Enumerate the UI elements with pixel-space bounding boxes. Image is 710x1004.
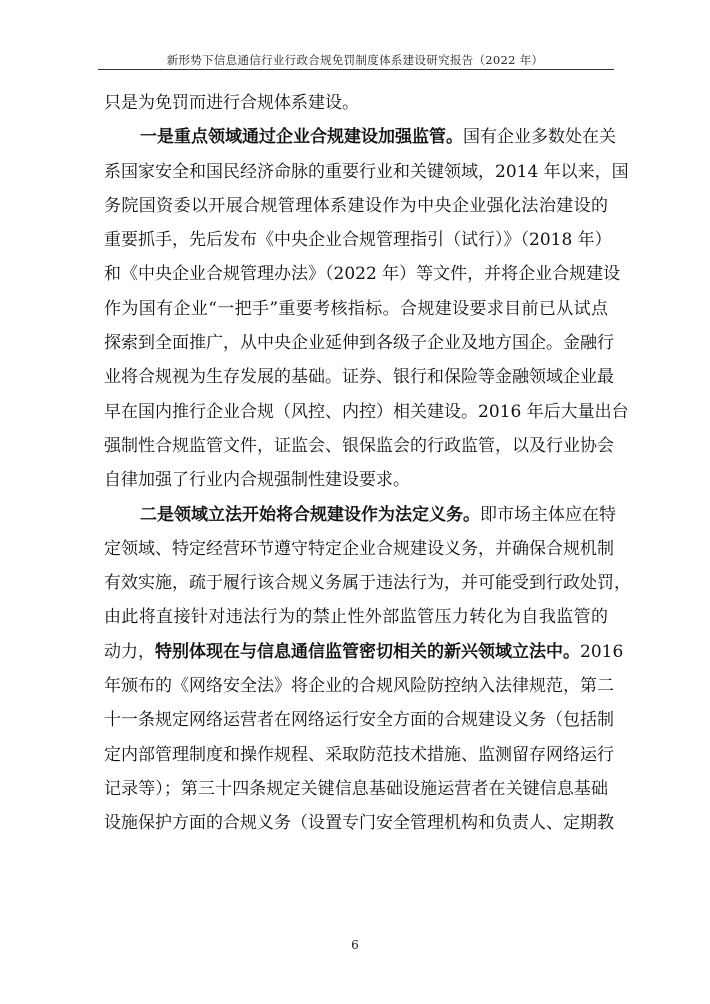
text-span: 国有企业多数处在关 (463, 127, 616, 148)
text-line (104, 498, 616, 532)
text-line: 有效实施，疏于履行该合规义务属于违法行为，并可能受到行政处罚， (104, 573, 631, 594)
document-body (104, 86, 631, 841)
text-line: 作为国有企业“一把手”重要考核指标。合规建设要求目前已从试点 (104, 298, 608, 319)
text-line (104, 120, 616, 154)
text-line: 自律加强了行业内合规强制性建设要求。 (104, 470, 410, 491)
paragraph-lead: 二是领域立法开始将合规建设作为法定义务。 (140, 504, 480, 525)
text-line: 重要抓手，先后发布《中央企业合规管理指引（试行）》（2018 年） (104, 230, 612, 251)
text-line: 业将合规视为生存发展的基础。证券、银行和保险等金融领域企业最 (104, 367, 614, 388)
text-line: 记录等）；第三十四条规定关键信息基础设施运营者在关键信息基础 (104, 778, 608, 799)
text-line: 早在国内推行企业合规（风控、内控）相关建设。2016 年后大量出台 (104, 401, 629, 422)
text-line: 定内部管理制度和操作规程、采取防范技术措施、监测留存网络运行 (104, 744, 614, 765)
text-line: 和《中央企业合规管理办法》（2022 年）等文件，并将企业合规建设 (104, 264, 621, 285)
text-line: 系国家安全和国民经济命脉的重要行业和关键领域，2014 年以来，国 (104, 161, 629, 182)
inline-bold-sentence: 特别体现在与信息通信监管密切相关的新兴领域立法中。 (155, 641, 580, 662)
text-line: 由此将直接针对违法行为的禁止性外部监管压力转化为自我监管的 (104, 607, 608, 628)
text-line: 设施保护方面的合规义务（设置专门安全管理机构和负责人、定期教 (104, 813, 614, 834)
text-line: 十一条规定网络运营者在网络运行安全方面的合规建设义务（包括制 (104, 710, 614, 731)
header-rule (98, 69, 614, 70)
text-span: 动力， (104, 641, 155, 662)
text-line: 务院国资委以开展合规管理体系建设作为中央企业强化法治建设的 (104, 195, 608, 216)
text-span: 即市场主体应在特 (480, 504, 616, 525)
text-line: 探索到全面推广，从中央企业延伸到各级子企业及地方国企。金融行 (104, 333, 614, 354)
text-line: 定领域、特定经营环节遵守特定企业合规建设义务，并确保合规机制 (104, 538, 614, 559)
text-line: 强制性合规监管文件，证监会、银保监会的行政监管，以及行业协会 (104, 435, 614, 456)
text-line: 只是为免罚而进行合规体系建设。 (104, 93, 359, 113)
running-header: 新形势下信息通信行业行政合规免罚制度体系建设研究报告（2022 年） (166, 53, 544, 67)
text-line (104, 635, 624, 669)
text-line: 年颁布的《网络安全法》将企业的合规风险防控纳入法律规范，第二 (104, 676, 614, 697)
text-span: 2016 (580, 641, 624, 662)
page-number: 6 (351, 938, 359, 952)
paragraph-lead: 一是重点领域通过企业合规建设加强监管。 (140, 127, 463, 148)
